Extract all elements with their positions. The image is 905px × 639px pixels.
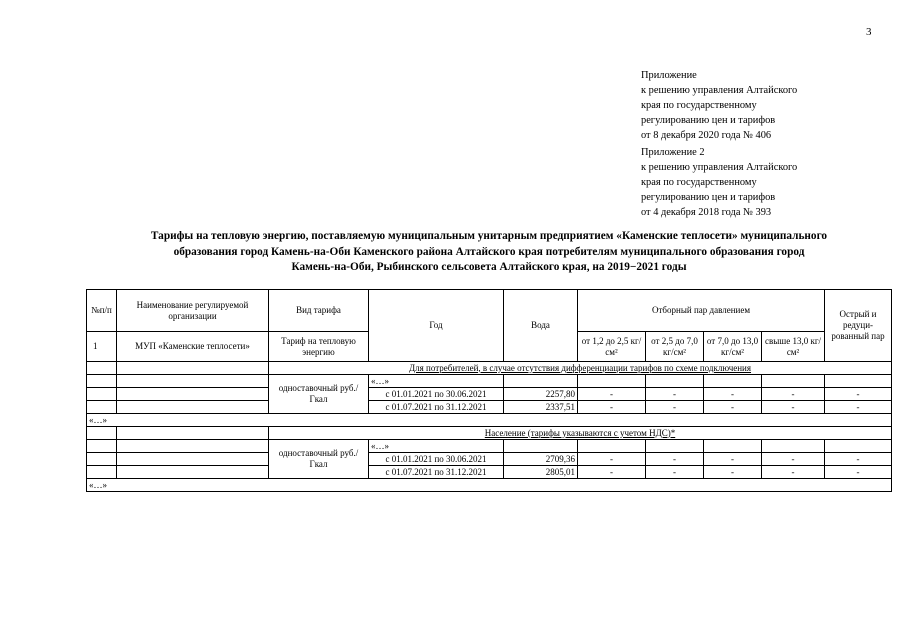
trailing-ellipsis: «…» <box>87 414 892 427</box>
steam-3-value: - <box>704 401 762 414</box>
appendix-line: края по государственному <box>641 100 757 111</box>
appendix-2-note <box>641 145 797 220</box>
appendix-line: Приложение 2 <box>641 147 705 158</box>
empty-cell <box>117 401 269 414</box>
empty-cell <box>87 427 117 440</box>
appendix-line: края по государственному <box>641 177 757 188</box>
empty-cell <box>87 466 117 479</box>
empty-cell <box>825 375 892 388</box>
empty-cell <box>578 375 646 388</box>
section-title: Для потребителей, в случае отсутствия дифференциации тарифов по схеме подключения <box>269 362 892 375</box>
empty-cell <box>117 427 269 440</box>
empty-cell <box>762 440 825 453</box>
sharp-steam-value: - <box>825 453 892 466</box>
empty-cell <box>87 453 117 466</box>
tariff-label: одноставочный руб./Гкал <box>269 440 369 479</box>
water-value: 2337,51 <box>504 401 578 414</box>
title-line: Тарифы на тепловую энергию, поставляемую муниципальным унитарным предприятием «Каменские теплосети» муниципального <box>150 230 828 242</box>
org-row-num: 1 <box>87 332 117 362</box>
empty-cell <box>704 440 762 453</box>
empty-cell <box>646 375 704 388</box>
steam-2-value: - <box>646 388 704 401</box>
empty-cell <box>704 375 762 388</box>
sharp-steam-value: - <box>825 388 892 401</box>
ellipsis-cell: «…» <box>369 375 504 388</box>
document-title <box>86 229 892 276</box>
org-row-name: МУП «Каменские теплосети» <box>117 332 269 362</box>
appendix-line: Приложение <box>641 70 697 81</box>
period-cell: с 01.01.2021 по 30.06.2021 <box>369 453 504 466</box>
empty-cell <box>87 401 117 414</box>
sharp-steam-value: - <box>825 401 892 414</box>
header-steam-group: Отборный пар давлением <box>578 290 825 332</box>
steam-4-value: - <box>762 466 825 479</box>
steam-4-value: - <box>762 401 825 414</box>
appendix-1-note <box>641 68 797 143</box>
appendix-line: от 4 декабря 2018 года № 393 <box>641 207 772 218</box>
appendix-line: к решению управления Алтайского <box>641 162 798 173</box>
empty-cell <box>87 362 117 375</box>
empty-cell <box>504 375 578 388</box>
trailing-ellipsis: «…» <box>87 479 892 492</box>
steam-3-value: - <box>704 453 762 466</box>
empty-cell <box>825 440 892 453</box>
empty-cell <box>117 362 269 375</box>
appendix-line: регулированию цен и тарифов <box>641 115 776 126</box>
steam-1-value: - <box>578 453 646 466</box>
empty-cell <box>762 375 825 388</box>
empty-cell <box>504 440 578 453</box>
empty-cell <box>117 375 269 388</box>
header-steam-4: свыше 13,0 кг/см² <box>762 332 825 362</box>
water-value: 2805,01 <box>504 466 578 479</box>
steam-1-value: - <box>578 388 646 401</box>
water-value: 2257,80 <box>504 388 578 401</box>
empty-cell <box>117 466 269 479</box>
steam-1-value: - <box>578 466 646 479</box>
tariff-label: одноставочный руб./Гкал <box>269 375 369 414</box>
header-steam-2: от 2,5 до 7,0 кг/см² <box>646 332 704 362</box>
header-steam-3: от 7,0 до 13,0 кг/см² <box>704 332 762 362</box>
empty-cell <box>117 440 269 453</box>
empty-cell <box>87 388 117 401</box>
header-water: Вода <box>504 290 578 362</box>
title-line: Камень-на-Оби, Рыбинского сельсовета Алтайского края, на 2019−2021 годы <box>291 261 687 273</box>
steam-2-value: - <box>646 466 704 479</box>
section-title: Население (тарифы указываются с учетом НДС)* <box>269 427 892 440</box>
empty-cell <box>578 440 646 453</box>
appendix-line: к решению управления Алтайского <box>641 85 798 96</box>
water-value: 2709,36 <box>504 453 578 466</box>
empty-cell <box>117 388 269 401</box>
page-number: 3 <box>866 26 872 38</box>
steam-3-value: - <box>704 466 762 479</box>
empty-cell <box>87 440 117 453</box>
steam-2-value: - <box>646 453 704 466</box>
appendix-line: от 8 декабря 2020 года № 406 <box>641 130 772 141</box>
steam-4-value: - <box>762 453 825 466</box>
appendix-line: регулированию цен и тарифов <box>641 192 776 203</box>
ellipsis-cell: «…» <box>369 440 504 453</box>
empty-cell <box>117 453 269 466</box>
header-tariff-type: Вид тарифа <box>269 290 369 332</box>
period-cell: с 01.07.2021 по 31.12.2021 <box>369 466 504 479</box>
steam-1-value: - <box>578 401 646 414</box>
period-cell: с 01.01.2021 по 30.06.2021 <box>369 388 504 401</box>
tariffs-table <box>86 289 892 492</box>
period-cell: с 01.07.2021 по 31.12.2021 <box>369 401 504 414</box>
header-sharp-steam: Острый и редуци-рованный пар <box>825 290 892 362</box>
empty-cell <box>646 440 704 453</box>
sharp-steam-value: - <box>825 466 892 479</box>
header-steam-1: от 1,2 до 2,5 кг/см² <box>578 332 646 362</box>
org-row-tariff: Тариф на тепловую энергию <box>269 332 369 362</box>
header-organization: Наименование регулируемой организации <box>117 290 269 332</box>
steam-3-value: - <box>704 388 762 401</box>
steam-4-value: - <box>762 388 825 401</box>
empty-cell <box>87 375 117 388</box>
header-num: №п/п <box>87 290 117 332</box>
header-year: Год <box>369 290 504 362</box>
title-line: образования город Камень-на-Оби Каменского района Алтайского края потребителям муниципального образования город <box>173 245 805 258</box>
steam-2-value: - <box>646 401 704 414</box>
